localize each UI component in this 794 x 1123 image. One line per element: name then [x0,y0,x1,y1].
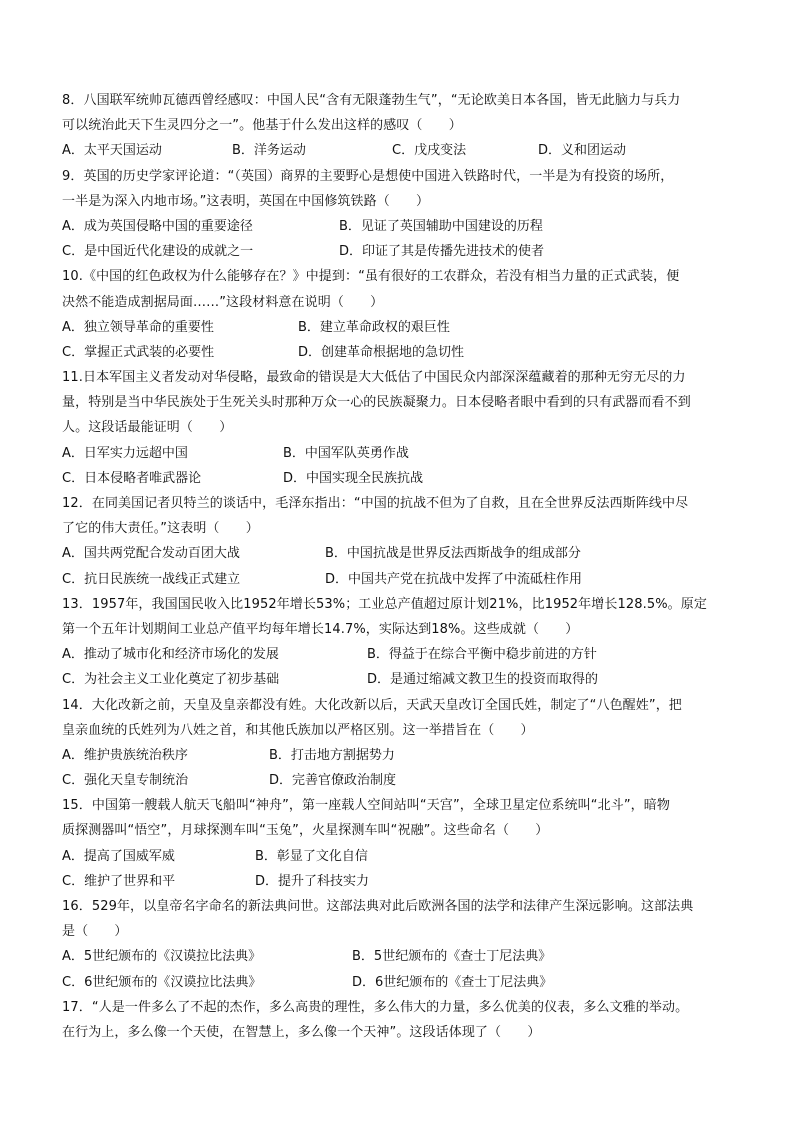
options-row [62,315,742,340]
question-15 [62,793,742,894]
option-a[interactable]: A．维护贵族统治秩序 [62,747,188,763]
options-row [62,441,742,466]
question-stem-line: 第一个五年计划期间工业总产值平均每年增长14.7%，实际达到18%。这些成就（ ） [62,621,579,637]
option-b[interactable]: B．打击地方割据势力 [269,747,395,763]
option-b[interactable]: B．中国军队英勇作战 [283,445,409,461]
question-10 [62,264,742,365]
option-a[interactable]: A．独立领导革命的重要性 [62,319,214,335]
question-16 [62,894,742,995]
options-row [62,768,742,793]
option-a[interactable]: A．太平天国运动 [62,143,162,159]
options-row [62,743,742,768]
option-c[interactable]: C．维护了世界和平 [62,873,176,889]
options-row [62,466,742,491]
question-stem-line: 可以统治此天下生灵四分之一”。他基于什么发出这样的感叹（ ） [62,118,462,134]
question-stem-line: 8．八国联军统帅瓦德西曾经感叹：中国人民“含有无限蓬勃生气”，“无论欧美日本各国，皆无此脑力与兵力 [62,93,681,108]
option-c[interactable]: C．6世纪颁布的《汉谟拉比法典》 [62,974,262,990]
question-stem-line: 14．大化改新之前，天皇及皇亲都没有姓。大化改新以后，天武天皇改订全国氏姓，制定了“八色醒姓”，把 [62,697,682,713]
option-a[interactable]: A．推动了城市化和经济市场化的发展 [62,647,279,663]
question-stem-line: 13．1957年，我国国民收入比1952年增长53%；工业总产值超过原计划21%，比1952年增长128.5%。原定 [62,596,707,612]
option-d[interactable]: D．是通过缩减文教卫生的投资而取得的 [367,672,599,688]
question-stem-line: 15．中国第一艘载人航天飞船叫“神舟”，第一座载人空间站叫“天宫”，全球卫星定位系统叫“北斗”，暗物 [62,798,670,814]
option-a[interactable]: A．提高了国威军威 [62,848,175,864]
option-d[interactable]: D．义和团运动 [538,143,627,159]
options-row [62,567,742,592]
options-row [62,844,742,869]
question-stem-line: 12．在同美国记者贝特兰的谈话中，毛泽东指出：“中国的抗战不但为了自救，且在全世界反法西斯阵线中尽 [62,496,689,511]
option-d[interactable]: D．中国共产党在抗战中发挥了中流砥柱作用 [325,571,583,587]
option-b[interactable]: B．5世纪颁布的《查士丁尼法典》 [352,949,552,965]
question-stem-line: 一半是为深入内地市场。”这表明，英国在中国修筑铁路（ ） [62,193,430,209]
options-row [62,214,742,239]
options-row [62,944,742,969]
option-d[interactable]: D．6世纪颁布的《查士丁尼法典》 [352,974,553,990]
question-9 [62,164,742,265]
question-8 [62,88,742,164]
question-stem-line: 决然不能造成割据局面……”这段材料意在说明（ ） [62,294,384,310]
question-stem-line: 了它的伟大责任。”这表明（ ） [62,521,259,537]
option-a[interactable]: A．日军实力远超中国 [62,445,188,461]
options-row [62,340,742,365]
question-17 [62,995,742,1045]
option-c[interactable]: C．戊戌变法 [392,143,467,159]
question-stem-line: 量，特别是当中华民族处于生死关头时那种万众一心的民族凝聚力。日本侵略者眼中看到的只有武器而看不到 [62,395,691,411]
options-row [62,970,742,995]
option-c[interactable]: C．掌握正式武装的必要性 [62,344,215,360]
question-12 [62,491,742,592]
option-d[interactable]: D．印证了其是传播先进技术的使者 [339,244,545,260]
question-14 [62,693,742,794]
option-c[interactable]: C．强化天皇专制统治 [62,773,189,789]
option-c[interactable]: C．日本侵略者唯武器论 [62,470,202,486]
question-stem-line: 质探测器叫“悟空”，月球探测车叫“玉兔”，火星探测车叫“祝融”。这些命名（ ） [62,823,549,839]
question-stem-line: 是（ ） [62,924,128,940]
option-d[interactable]: D．完善官僚政治制度 [269,773,397,789]
question-stem-line: 11.日本军国主义者发动对华侵略，最致命的错误是大大低估了中国民众内部深深蕴藏着的那种无穷无尽的力 [62,370,686,386]
option-d[interactable]: D．中国实现全民族抗战 [283,470,424,486]
option-c[interactable]: C．为社会主义工业化奠定了初步基础 [62,672,280,688]
question-stem-line: 人。这段话最能证明（ ） [62,420,233,436]
question-stem-line: 皇亲血统的氏姓列为八姓之首，和其他氏族加以严格区别。这一举措旨在（ ） [62,722,534,738]
question-stem-line: 10.《中国的红色政权为什么能够存在？》中提到：“虽有很好的工农群众，若没有相当力量的正式武装，便 [62,269,680,285]
option-b[interactable]: B．洋务运动 [232,143,306,159]
question-stem-line: 17．“人是一件多么了不起的杰作，多么高贵的理性，多么伟大的力量，多么优美的仪表，多么文雅的举动。 [62,999,689,1015]
question-stem-line: 16．529年，以皇帝名字命名的新法典问世。这部法典对此后欧洲各国的法学和法律产生深远影响。这部法典 [62,899,694,914]
options-row [62,667,742,692]
question-list [62,88,742,1045]
question-stem-line: 在行为上，多么像一个天使，在智慧上，多么像一个天神”。这段话体现了（ ） [62,1024,541,1040]
question-11 [62,365,742,491]
question-13 [62,592,742,693]
options-row [62,138,742,163]
option-b[interactable]: B．得益于在综合平衡中稳步前进的方针 [367,647,597,663]
question-stem-line: 9．英国的历史学家评论道：“（英国）商界的主要野心是想使中国进入铁路时代，一半是为有投资的场所， [62,168,674,184]
options-row [62,642,742,667]
options-row [62,541,742,566]
option-b[interactable]: B．见证了英国辅助中国建设的历程 [339,218,543,234]
option-a[interactable]: A．5世纪颁布的《汉谟拉比法典》 [62,949,262,965]
options-row [62,869,742,894]
option-c[interactable]: C．抗日民族统一战线正式建立 [62,571,241,587]
option-a[interactable]: A．国共两党配合发动百团大战 [62,546,240,562]
option-b[interactable]: B．建立革命政权的艰巨性 [298,319,450,335]
option-a[interactable]: A．成为英国侵略中国的重要途径 [62,218,253,234]
option-d[interactable]: D．创建革命根据地的急切性 [298,344,465,360]
options-row [62,239,742,264]
option-d[interactable]: D．提升了科技实力 [255,873,370,889]
option-c[interactable]: C．是中国近代化建设的成就之一 [62,244,254,260]
option-b[interactable]: B．彰显了文化自信 [255,848,368,864]
option-b[interactable]: B．中国抗战是世界反法西斯战争的组成部分 [325,546,581,562]
